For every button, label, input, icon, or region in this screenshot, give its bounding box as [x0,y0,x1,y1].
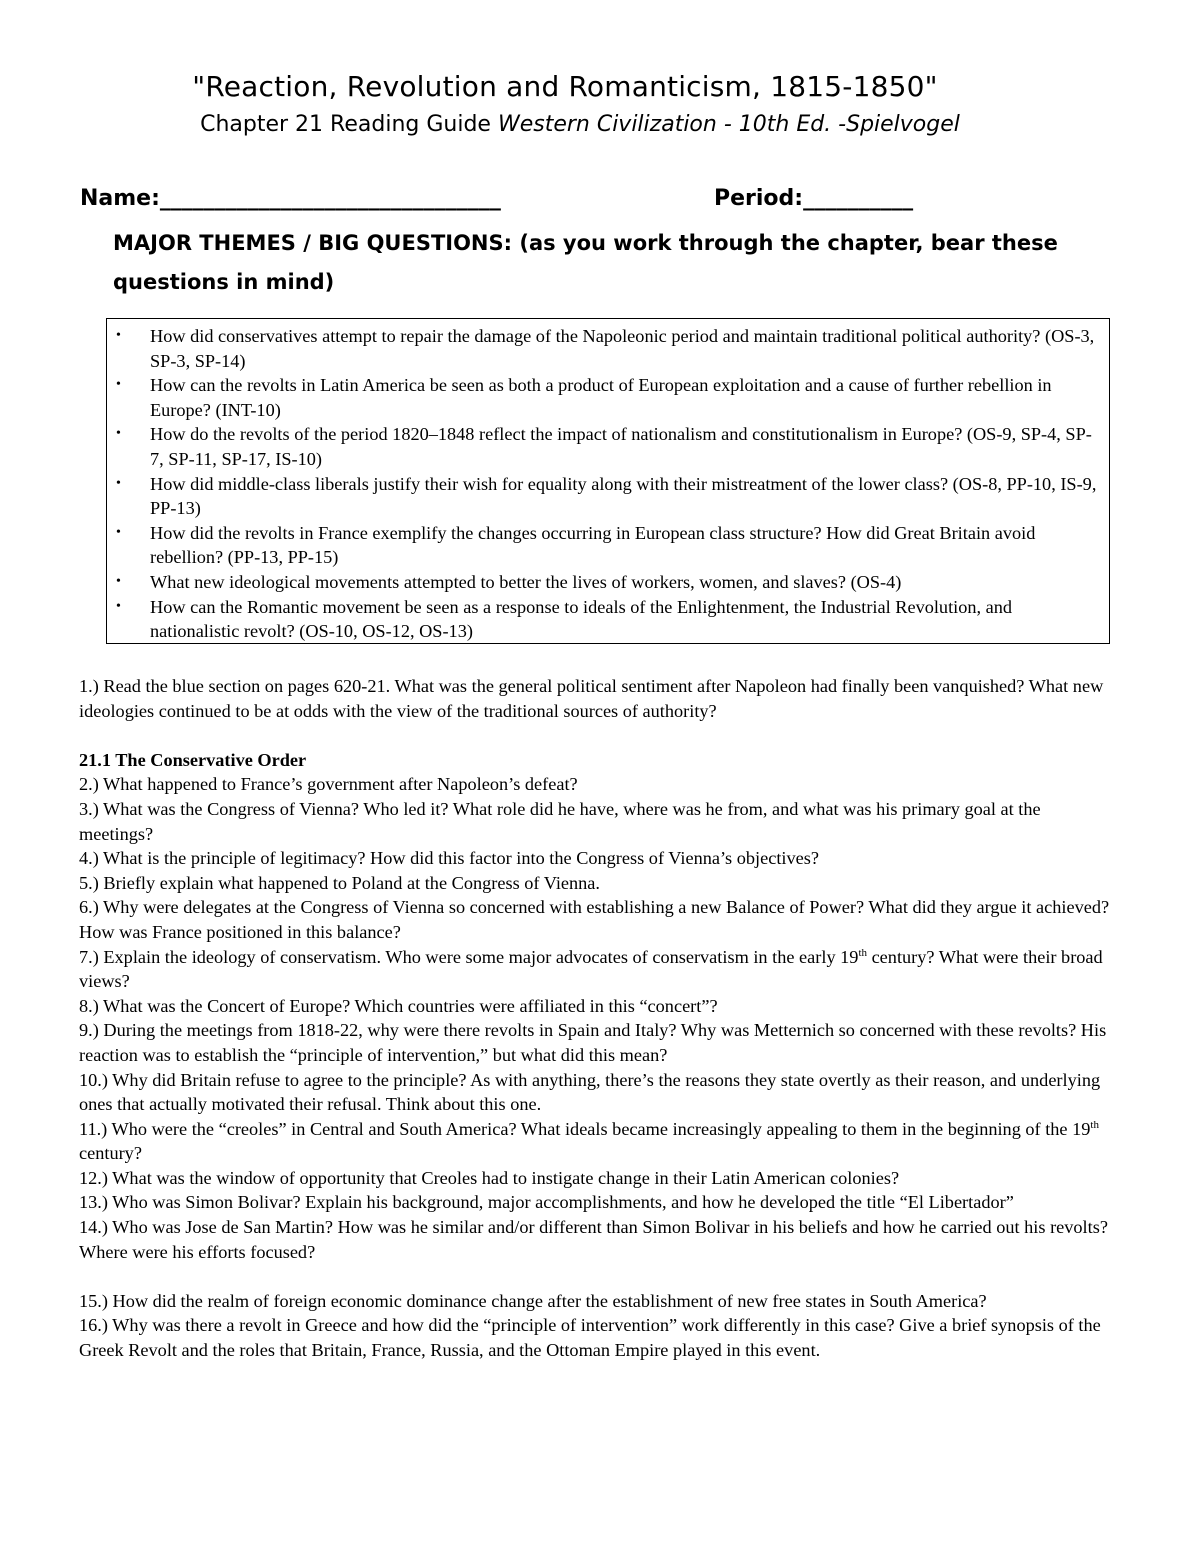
bullet-icon: • [116,426,121,442]
question-13: 13.) Who was Simon Bolivar? Explain his background, major accomplishments, and how he developed the title “El Libertador” [79,1192,1014,1213]
bullet-icon: • [116,573,121,589]
theme-text: How can the Romantic movement be seen as a response to ideals of the Enlightenment, the Industrial Revolution, and nationalistic revolt? (OS-10, OS-12, OS-13) [150,596,1013,642]
question-2: 2.) What happened to France’s government after Napoleon’s defeat? [79,774,578,795]
question-15: 15.) How did the realm of foreign economic dominance change after the establishment of new free states in South America? [79,1290,987,1311]
theme-item [107,373,1109,422]
question-16: 16.) Why was there a revolt in Greece and how did the “principle of intervention” work differently in this case? Give a brief synopsis of the Greek Revolt and the roles that Britain, France, Russia, and the Ottoman Empire played in this event. [79,1315,1101,1361]
bullet-icon: • [116,475,121,491]
theme-item [107,595,1109,644]
themes-box [106,318,1110,644]
question-8: 8.) What was the Concert of Europe? Which countries were affiliated in this “concert”? [79,995,718,1016]
themes-list [107,319,1109,644]
question-11-text: 11.) Who were the “creoles” in Central and South America? What ideals became increasingly appealing to them in the beginning of the 19 [79,1118,1091,1139]
question-12: 12.) What was the window of opportunity that Creoles had to instigate change in their Latin American colonies? [79,1167,900,1188]
question-1: 1.) Read the blue section on pages 620-21. What was the general political sentiment after Napoleon had finally been vanquished? What new ideologies continued to be at odds with the view of the traditional sources of authority? [79,676,1104,721]
theme-item [107,521,1109,570]
themes-heading: MAJOR THEMES / BIG QUESTIONS: (as you work through the chapter, bear these questions in mind) [113,231,1058,294]
theme-item [107,324,1109,373]
theme-text: How do the revolts of the period 1820–1848 reflect the impact of nationalism and constitutionalism in Europe? (OS-9, SP-4, SP-7, SP-11, SP-17, IS-10) [150,424,1092,469]
question-14: 14.) Who was Jose de San Martin? How was he similar and/or different than Simon Bolivar in his beliefs and how he carried out his revolts? Where were his efforts focused? [79,1217,1108,1262]
question-7 [79,945,1119,994]
bullet-icon: • [116,328,121,343]
theme-text: How did middle-class liberals justify their wish for equality along with their mistreatment of the lower class? (OS-8, PP-10, IS-9, PP-13) [150,473,1097,519]
theme-text: How did conservatives attempt to repair the damage of the Napoleonic period and maintain traditional political authority? (OS-3, SP-3, SP-14) [150,326,1095,371]
spacer [79,723,1119,748]
question-11-text-end: century? [79,1143,142,1164]
theme-item [107,472,1109,521]
document-title: "Reaction, Revolution and Romanticism, 1815-1850" [192,70,938,103]
student-info-row [80,186,1120,211]
questions-body [79,674,1119,1363]
question-11 [79,1117,1119,1166]
bullet-icon: • [116,377,121,393]
question-4: 4.) What is the principle of legitimacy? How did this factor into the Congress of Vienna’s objectives? [79,848,819,869]
ordinal-suffix: th [858,946,867,959]
period-field: Period:__________ [714,186,914,211]
theme-item [107,422,1109,471]
subtitle-chapter: Chapter 21 Reading Guide [200,112,498,137]
question-5: 5.) Briefly explain what happened to Poland at the Congress of Vienna. [79,872,600,893]
bullet-icon: • [116,524,121,540]
question-9: 9.) During the meetings from 1818-22, why were there revolts in Spain and Italy? Why was Metternich so concerned with these revolts? His reaction was to establish the “principle of intervention,” but what did this mean? [79,1020,1107,1065]
question-7-text-end: century? What were their broad views? [79,946,1103,992]
question-6: 6.) Why were delegates at the Congress of Vienna so concerned with establishing a new Balance of Power? What did they argue it achieved? How was France positioned in this balance? [79,897,1110,942]
question-10: 10.) Why did Britain refuse to agree to the principle? As with anything, there’s the reasons they state overtly as their reason, and underlying ones that actually motivated their refusal. Think about this one. [79,1069,1101,1115]
document-subtitle [0,112,1160,137]
theme-text: How can the revolts in Latin America be seen as both a product of European exploitation and a cause of further rebellion in Europe? (INT-10) [150,375,1052,420]
name-field: Name:_______________________________ [80,186,501,211]
theme-item [107,570,1109,595]
subtitle-book: Western Civilization - 10th Ed. -Spielvogel [497,112,960,137]
spacer [79,1264,1119,1289]
section-heading-21-1: 21.1 The Conservative Order [79,749,307,770]
ordinal-suffix: th [1090,1118,1099,1131]
theme-text: How did the revolts in France exemplify the changes occurring in European class structure? How did Great Britain avoid rebellion? (PP-13, PP-15) [150,522,1036,568]
theme-text: What new ideological movements attempted to better the lives of workers, women, and slaves? (OS-4) [150,571,902,592]
question-3: 3.) What was the Congress of Vienna? Who led it? What role did he have, where was he from, and what was his primary goal at the meetings? [79,798,1041,844]
bullet-icon: • [116,598,121,614]
question-7-text: 7.) Explain the ideology of conservatism. Who were some major advocates of conservatism in the early 19 [79,946,859,967]
